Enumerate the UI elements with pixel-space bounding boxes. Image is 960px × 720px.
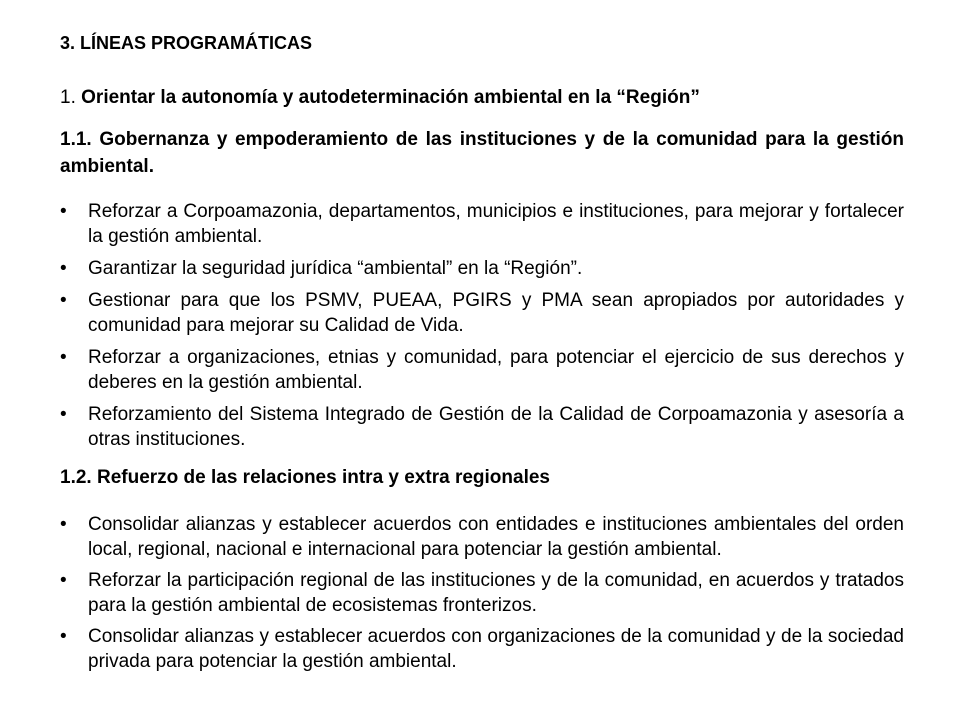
bullet-icon: •	[60, 347, 67, 368]
subsection-1-heading: 1.1. Gobernanza y empoderamiento de las instituciones y de la comunidad para la gestión ambiental.	[60, 129, 904, 177]
list-item: • Reforzamiento del Sistema Integrado de Gestión de la Calidad de Corpoamazonia y asesoría a otras instituciones.	[60, 404, 904, 450]
list-item: • Reforzar la participación regional de las instituciones y de la comunidad, en acuerdos y tratados para la gestión ambiental de ecosistemas fronterizos.	[60, 570, 904, 616]
subsection-1-bullet-list	[60, 199, 904, 452]
bullet-icon: •	[60, 290, 67, 311]
bullet-icon: •	[60, 201, 67, 222]
program-heading	[60, 86, 904, 110]
bullet-icon: •	[60, 626, 67, 647]
program-title: Orientar la autonomía y autodeterminación ambiental en la “Región”	[81, 87, 700, 108]
list-item: • Reforzar a Corpoamazonia, departamentos, municipios e instituciones, para mejorar y fortalecer la gestión ambiental.	[60, 201, 904, 247]
list-item: • Reforzar a organizaciones, etnias y comunidad, para potenciar el ejercicio de sus derechos y deberes en la gestión ambiental.	[60, 347, 904, 393]
subsection-2-bullet-list	[60, 512, 904, 674]
bullet-icon: •	[60, 404, 67, 425]
bullet-icon: •	[60, 258, 67, 279]
list-item: • Consolidar alianzas y establecer acuerdos con organizaciones de la comunidad y de la sociedad privada para potenciar la gestión ambiental.	[60, 626, 904, 672]
list-item: • Consolidar alianzas y establecer acuerdos con entidades e instituciones ambientales del orden local, regional, nacional e internacional para potenciar la gestión ambiental.	[60, 514, 904, 560]
list-item: • Gestionar para que los PSMV, PUEAA, PGIRS y PMA sean apropiados por autoridades y comunidad para mejorar su Calidad de Vida.	[60, 290, 904, 336]
subsection-2-heading: 1.2. Refuerzo de las relaciones intra y extra regionales	[60, 467, 550, 488]
section-heading: 3. LÍNEAS PROGRAMÁTICAS	[60, 33, 313, 53]
bullet-icon: •	[60, 514, 67, 535]
program-number: 1.	[60, 87, 76, 108]
bullet-icon: •	[60, 570, 67, 591]
list-item: • Garantizar la seguridad jurídica “ambiental” en la “Región”.	[60, 258, 583, 279]
